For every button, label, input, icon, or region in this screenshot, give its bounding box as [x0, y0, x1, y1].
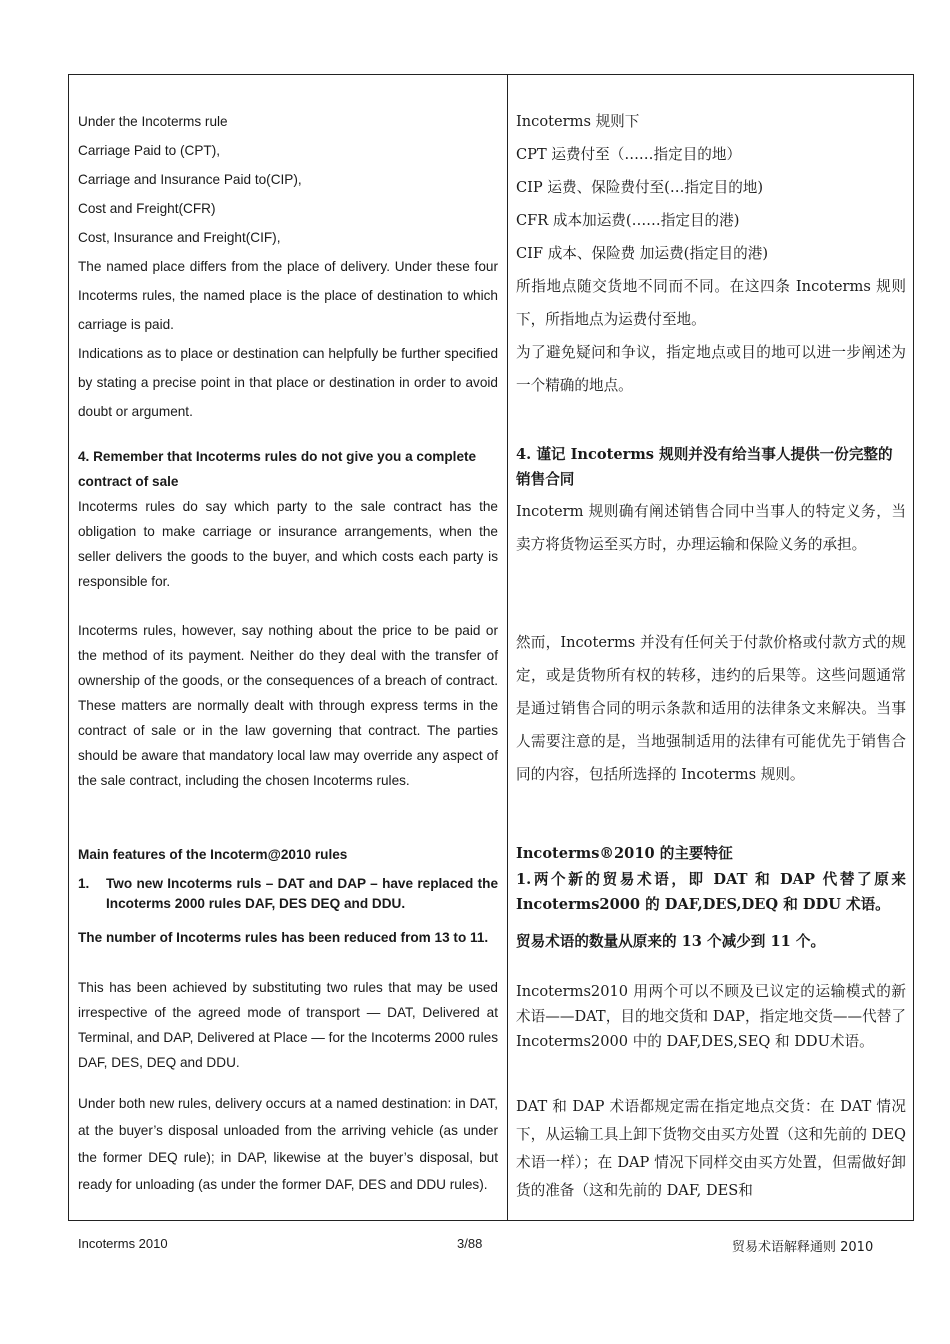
en-feature1-number: 1. — [78, 876, 90, 891]
zh-intro-line: CPT 运费付至（……指定目的地） — [516, 146, 742, 163]
en-intro-line: Cost, Insurance and Freight(CIF), — [78, 230, 281, 245]
zh-both-rules-paragraph: DAT 和 DAP 术语都规定需在指定地点交货：在 DAT 情况下，从运输工具上卸下货物交由买方处置（这和先前的 DEQ 术语一样）；在 DAP 情况下同样交由买方处置，但需做好卸货的准备（这和先前的 DAF, DES和 — [516, 1098, 906, 1199]
footer-right: 贸易术语解释通则 2010 — [732, 1240, 874, 1255]
footer-page-number: 3/88 — [457, 1236, 483, 1251]
zh-substitution-paragraph: Incoterms2010 用两个可以不顾及已议定的运输模式的新术语——DAT，目的地交货和 DAP，指定地交货——代替了 Incoterms2000 中的 DAF,DES,SEQ 和 DDU术语。 — [516, 983, 906, 1050]
zh-intro-line: CFR 成本加运费(……指定目的港) — [516, 212, 740, 229]
en-indications-paragraph: Indications as to place or destination can helpfully be further specified by stating a precise point in that place or destination in order to avoid doubt or argument. — [78, 346, 498, 419]
en-intro-line: Under the Incoterms rule — [78, 114, 228, 129]
en-feature1 — [78, 874, 498, 914]
zh-feature1-text: 1.两个新的贸易术语，即 DAT 和 DAP 代替了原来 Incoterms2000 的 DAF,DES,DEQ 和 DDU 术语。 — [516, 871, 906, 913]
zh-intro-line: CIP 运费、保险费付至(…指定目的地) — [516, 179, 764, 196]
en-section4-paragraph1: Incoterms rules do say which party to the sale contract has the obligation to make carriage or insurance arrangements, when the seller delivers the goods to the buyer, and which costs each party is responsible for. — [78, 499, 498, 589]
footer-left: Incoterms 2010 — [78, 1236, 168, 1251]
en-reduced-heading: The number of Incoterms rules has been reduced from 13 to 11. — [78, 930, 489, 945]
en-intro-line: Cost and Freight(CFR) — [78, 201, 216, 216]
en-named-place-paragraph: The named place differs from the place of delivery. Under these four Incoterms rules, the named place is the place of destination to which carriage is paid. — [78, 259, 498, 332]
zh-intro-line: Incoterms 规则下 — [516, 113, 640, 130]
en-substitution-paragraph: This has been achieved by substituting two rules that may be used irrespective of the agreed mode of transport — DAT, Delivered at Terminal, and DAP, Delivered at Place — for the Incoterms 2000 rules DAF, DES, DEQ and DDU. — [78, 980, 498, 1070]
zh-section4-heading: 4. 谨记 Incoterms 规则并没有给当事人提供一份完整的销售合同 — [516, 446, 893, 488]
zh-section4-paragraph1: Incoterm 规则确有阐述销售合同中当事人的特定义务，当卖方将货物运至买方时，办理运输和保险义务的承担。 — [516, 503, 906, 553]
en-intro-line: Carriage and Insurance Paid to(CIP), — [78, 172, 302, 187]
en-section4-heading: 4. Remember that Incoterms rules do not give you a complete contract of sale — [78, 449, 477, 489]
zh-named-place-paragraph: 所指地点随交货地不同而不同。在这四条 Incoterms 规则下，所指地点为运费付至地。 — [516, 278, 906, 328]
zh-section4-paragraph2: 然而，Incoterms 并没有任何关于付款价格或付款方式的规定，或是货物所有权的转移，违约的后果等。这些问题通常是通过销售合同的明示条款和适用的法律条文来解决。当事人需要注意的是，当地强制适用的法律有可能优先于销售合同的内容，包括所选择的 Incoterms 规则。 — [516, 634, 906, 783]
en-feature1-text: Two new Incoterms ruls – DAT and DAP – have replaced the Incoterms 2000 rules DAF, DES DEQ and DDU. — [106, 876, 498, 911]
en-section4-paragraph2: Incoterms rules, however, say nothing about the price to be paid or the method of its payment. Neither do they deal with the transfer of ownership of the goods, or the consequences of a breach of contract. These matters are normally dealt with through express terms in the contract of sale or in the law governing that contract. The parties should be aware that mandatory local law may override any aspect of the sale contract, including the chosen Incoterms rules. — [78, 623, 498, 788]
zh-indications-paragraph: 为了避免疑问和争议，指定地点或目的地可以进一步阐述为一个精确的地点。 — [516, 344, 906, 394]
en-intro-line: Carriage Paid to (CPT), — [78, 143, 221, 158]
column-divider — [507, 74, 508, 1221]
zh-reduced-heading: 贸易术语的数量从原来的 13 个减少到 11 个。 — [516, 933, 826, 950]
zh-features-heading: Incoterms®2010 的主要特征 — [516, 845, 733, 862]
en-features-heading: Main features of the Incoterm@2010 rules — [78, 847, 348, 862]
zh-intro-line: CIF 成本、保险费 加运费(指定目的港) — [516, 245, 769, 262]
zh-intro-list — [516, 105, 906, 402]
en-intro-list — [78, 107, 498, 426]
en-both-rules-paragraph: Under both new rules, delivery occurs at a named destination: in DAT, at the buyer’s disposal unloaded from the arriving vehicle (as under the former DEQ rule); in DAP, likewise at the buyer’s disposal, but ready for unloading (as under the former DAF, DES and DDU rules). — [78, 1096, 498, 1192]
